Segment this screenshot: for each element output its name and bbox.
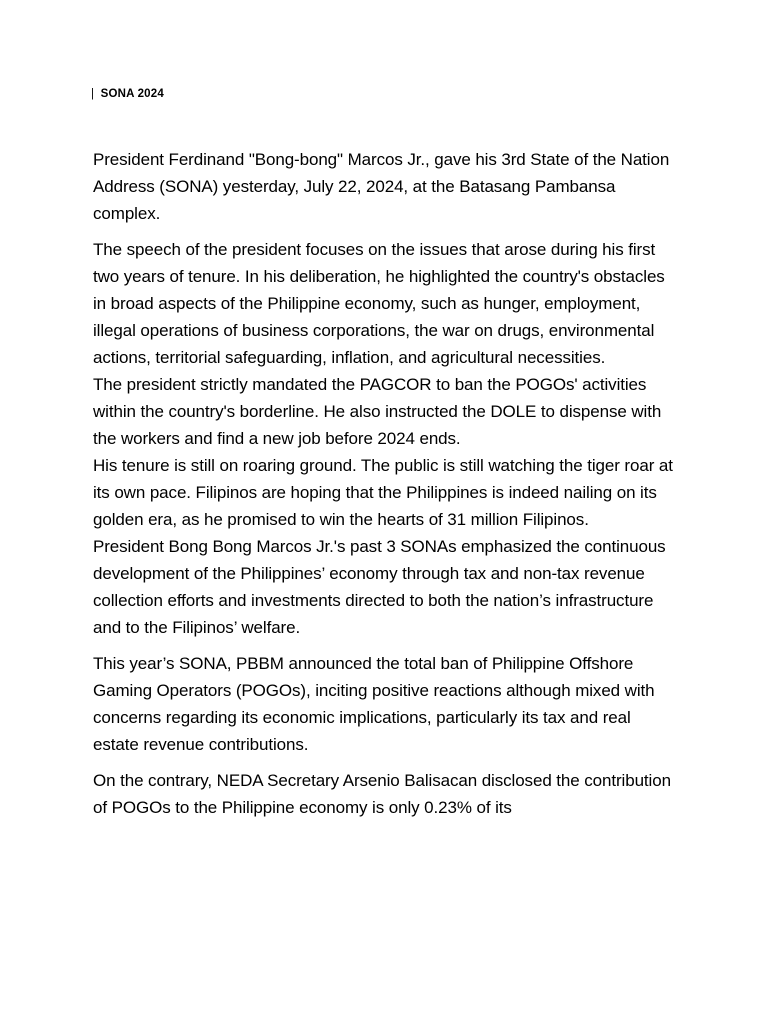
document-header — [91, 88, 164, 100]
article-body — [93, 146, 673, 821]
header-separator: | — [91, 88, 95, 100]
paragraph: His tenure is still on roaring ground. The public is still watching the tiger roar at its own pace. Filipinos are hoping that the Philippines is indeed nailing on its golden era, as he promised to win the hearts of 31 million Filipinos. — [93, 456, 673, 529]
paragraph: President Bong Bong Marcos Jr.'s past 3 SONAs emphasized the continuous development of the Philippines’ economy through tax and non-tax revenue collection efforts and investments directed to both the nation’s infrastructure and to the Filipinos’ welfare. — [93, 537, 666, 637]
paragraph: On the contrary, NEDA Secretary Arsenio Balisacan disclosed the contribution of POGOs to the Philippine economy is only 0.23% of its — [93, 771, 671, 817]
paragraph: President Ferdinand "Bong-bong" Marcos Jr., gave his 3rd State of the Nation Address (SONA) yesterday, July 22, 2024, at the Batasang Pambansa complex. — [93, 150, 670, 223]
paragraph: The president strictly mandated the PAGCOR to ban the POGOs' activities within the country's borderline. He also instructed the DOLE to dispense with the workers and find a new job before 2024 ends. — [93, 375, 662, 448]
paragraph: The speech of the president focuses on the issues that arose during his first two years of tenure. In his deliberation, he highlighted the country's obstacles in broad aspects of the Philippine economy, such as hunger, employment, illegal operations of business corporations, the war on drugs, environmental actions, territorial safeguarding, inflation, and agricultural necessities. — [93, 240, 665, 367]
paragraph: This year’s SONA, PBBM announced the total ban of Philippine Offshore Gaming Operators (POGOs), inciting positive reactions although mixed with concerns regarding its economic implications, particularly its tax and real estate revenue contributions. — [93, 654, 655, 754]
header-title: SONA 2024 — [100, 88, 164, 100]
